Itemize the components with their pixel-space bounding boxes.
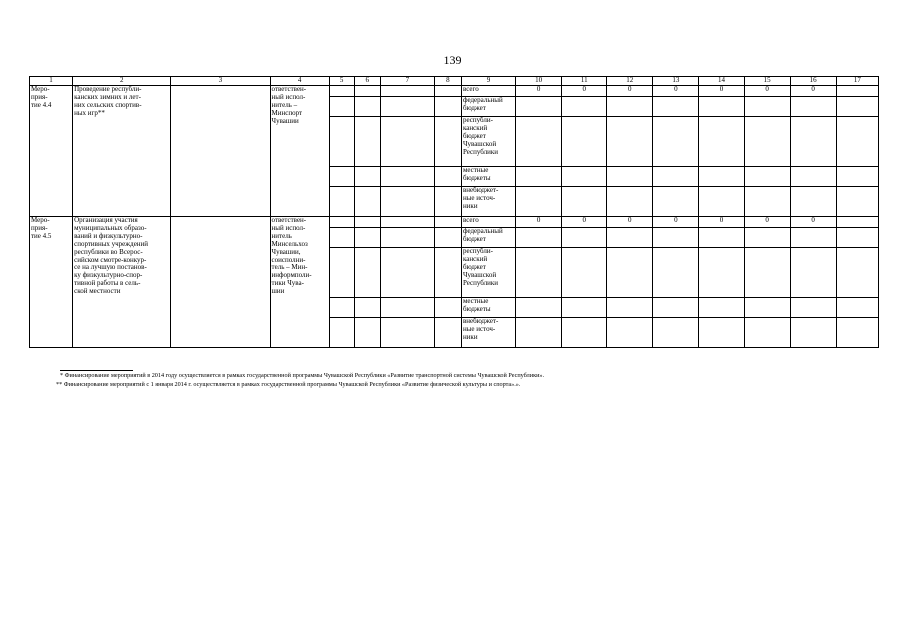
empty-cell: [699, 167, 744, 187]
funding-source-line: ники: [462, 201, 478, 210]
funding-source-line: всего: [462, 85, 479, 93]
event-name-line: республики во Всерос-: [74, 247, 143, 256]
value-cell: 0: [653, 217, 699, 228]
header-cell: 10: [516, 77, 562, 86]
empty-cell: [516, 97, 562, 117]
empty-cell: [171, 217, 270, 348]
event-name-line: спортивных учреждений: [74, 239, 149, 248]
program-table: [29, 76, 879, 348]
empty-cell: [653, 228, 699, 248]
empty-cell: [562, 117, 607, 167]
empty-cell: [329, 117, 354, 167]
header-row: [30, 77, 879, 86]
empty-cell: [790, 248, 836, 298]
table-row: [30, 217, 879, 228]
executor-line: ный испол-: [271, 92, 306, 101]
funding-source-line: федеральный: [462, 227, 503, 235]
empty-cell: [607, 318, 653, 348]
empty-cell: [562, 248, 607, 298]
value-cell: 0: [516, 217, 562, 228]
empty-cell: [516, 117, 562, 167]
event-number-line: Меро-: [31, 216, 50, 224]
empty-cell: [329, 187, 354, 217]
header-cell: 16: [790, 77, 836, 86]
funding-source-line: местные: [462, 297, 489, 305]
value-cell: 0: [790, 86, 836, 97]
funding-source-line: внебюджет-: [462, 317, 499, 325]
empty-cell: [607, 97, 653, 117]
event-name-line: тивной работы в сель-: [74, 279, 141, 288]
value-cell: 0: [790, 217, 836, 228]
empty-cell: [434, 187, 461, 217]
empty-cell: [354, 86, 380, 97]
empty-cell: [562, 318, 607, 348]
empty-cell: [380, 318, 434, 348]
empty-cell: [699, 97, 744, 117]
event-number-line: Меро-: [31, 85, 50, 93]
executor-line: Минсельхоз: [271, 239, 308, 248]
empty-cell: [380, 217, 434, 228]
funding-source-cell: [461, 228, 515, 248]
empty-cell: [744, 117, 790, 167]
empty-cell: [354, 97, 380, 117]
empty-cell: [653, 117, 699, 167]
header-cell: 11: [562, 77, 607, 86]
empty-cell: [790, 318, 836, 348]
empty-cell: [653, 187, 699, 217]
executor-line: Чувашии,: [271, 247, 301, 256]
funding-source-line: канский: [462, 123, 488, 132]
empty-cell: [744, 97, 790, 117]
funding-source-line: бюджеты: [462, 173, 491, 182]
funding-source-line: ные источ-: [462, 193, 496, 202]
executor-line: тель – Мин-: [271, 263, 308, 272]
funding-source-cell: [461, 217, 515, 228]
event-name-line: них сельских спортив-: [74, 100, 142, 109]
funding-source-line: Чувашской: [462, 139, 497, 148]
value-cell: 0: [699, 86, 744, 97]
empty-cell: [562, 167, 607, 187]
header-cell: 17: [836, 77, 878, 86]
funding-source-cell: [461, 298, 515, 318]
empty-cell: [434, 217, 461, 228]
event-name-line: се на лучшую постанов-: [74, 263, 147, 272]
empty-cell: [562, 298, 607, 318]
empty-cell: [699, 228, 744, 248]
event-name-line: ных игр**: [74, 108, 105, 117]
event-number-line: тие 4.5: [31, 231, 52, 240]
value-cell: 0: [744, 86, 790, 97]
empty-cell: [516, 298, 562, 318]
empty-cell: [329, 97, 354, 117]
empty-cell: [607, 298, 653, 318]
empty-cell: [380, 187, 434, 217]
event-name-cell: [73, 86, 171, 217]
empty-cell: [836, 318, 878, 348]
funding-source-line: республи-: [462, 247, 493, 255]
empty-cell: [380, 86, 434, 97]
funding-source-line: бюджет: [462, 131, 486, 140]
empty-cell: [836, 217, 878, 228]
funding-source-cell: [461, 117, 515, 167]
header-cell: 1: [30, 77, 73, 86]
funding-source-line: бюджет: [462, 234, 486, 243]
empty-cell: [434, 228, 461, 248]
funding-source-line: канский: [462, 254, 488, 263]
header-cell: 15: [744, 77, 790, 86]
funding-source-line: всего: [462, 216, 479, 224]
header-cell: 5: [329, 77, 354, 86]
empty-cell: [329, 167, 354, 187]
executor-line: ответствен-: [271, 216, 307, 224]
table-row: [30, 86, 879, 97]
value-cell: 0: [562, 86, 607, 97]
empty-cell: [434, 318, 461, 348]
empty-cell: [354, 187, 380, 217]
empty-cell: [171, 86, 270, 217]
value-cell: 0: [699, 217, 744, 228]
empty-cell: [653, 248, 699, 298]
empty-cell: [607, 248, 653, 298]
empty-cell: [836, 97, 878, 117]
empty-cell: [744, 167, 790, 187]
empty-cell: [744, 187, 790, 217]
header-cell: 9: [461, 77, 515, 86]
empty-cell: [562, 97, 607, 117]
value-cell: 0: [516, 86, 562, 97]
executor-line: нитель –: [271, 100, 298, 109]
funding-source-cell: [461, 86, 515, 97]
empty-cell: [836, 228, 878, 248]
empty-cell: [434, 86, 461, 97]
empty-cell: [699, 318, 744, 348]
funding-source-cell: [461, 167, 515, 187]
executor-line: тики Чува-: [271, 279, 304, 288]
value-cell: 0: [562, 217, 607, 228]
header-cell: 14: [699, 77, 744, 86]
funding-source-line: местные: [462, 166, 489, 174]
empty-cell: [790, 97, 836, 117]
empty-cell: [653, 167, 699, 187]
header-cell: 12: [607, 77, 653, 86]
empty-cell: [744, 228, 790, 248]
event-name-line: Организация участия: [74, 216, 138, 224]
empty-cell: [354, 248, 380, 298]
empty-cell: [836, 167, 878, 187]
empty-cell: [562, 228, 607, 248]
footnotes: [56, 370, 860, 389]
empty-cell: [434, 97, 461, 117]
empty-cell: [329, 217, 354, 228]
executor-line: соисполни-: [271, 255, 306, 264]
empty-cell: [329, 298, 354, 318]
header-cell: 7: [380, 77, 434, 86]
empty-cell: [380, 167, 434, 187]
empty-cell: [790, 228, 836, 248]
empty-cell: [354, 117, 380, 167]
empty-cell: [380, 228, 434, 248]
empty-cell: [699, 187, 744, 217]
empty-cell: [836, 187, 878, 217]
empty-cell: [516, 248, 562, 298]
empty-cell: [329, 318, 354, 348]
empty-cell: [790, 298, 836, 318]
header-cell: 6: [354, 77, 380, 86]
funding-source-line: республи-: [462, 116, 493, 124]
header-cell: 2: [73, 77, 171, 86]
value-cell: 0: [744, 217, 790, 228]
executor-cell: [270, 217, 329, 348]
event-name-line: ской местности: [74, 287, 121, 296]
empty-cell: [380, 248, 434, 298]
empty-cell: [790, 117, 836, 167]
executor-cell: [270, 86, 329, 217]
empty-cell: [699, 117, 744, 167]
empty-cell: [329, 228, 354, 248]
header-cell: 3: [171, 77, 270, 86]
event-name-line: ваний и физкультурно-: [74, 231, 143, 240]
funding-source-line: ные источ-: [462, 324, 496, 333]
footnote-1: * Финансирование мероприятий в 2014 году осуществляется в рамках государственной программы Чувашской Республики «Развитие транспортной системы Чувашской Республики».: [60, 372, 545, 379]
empty-cell: [836, 117, 878, 167]
executor-line: Минспорт: [271, 108, 303, 117]
empty-cell: [790, 187, 836, 217]
empty-cell: [434, 167, 461, 187]
empty-cell: [607, 167, 653, 187]
funding-source-line: бюджет: [462, 103, 486, 112]
empty-cell: [607, 228, 653, 248]
executor-line: шии: [271, 287, 285, 296]
value-cell: 0: [607, 86, 653, 97]
event-number-cell: [30, 86, 73, 217]
executor-line: ответствен-: [271, 85, 307, 93]
empty-cell: [699, 248, 744, 298]
event-number-line: прия-: [31, 92, 48, 101]
executor-line: информполи-: [271, 271, 312, 280]
funding-source-line: Чувашской: [462, 270, 497, 279]
event-name-cell: [73, 217, 171, 348]
empty-cell: [329, 248, 354, 298]
empty-cell: [744, 318, 790, 348]
empty-cell: [744, 298, 790, 318]
funding-source-line: внебюджет-: [462, 186, 499, 194]
empty-cell: [516, 167, 562, 187]
event-name-line: ку физкультурно-спор-: [74, 271, 143, 280]
empty-cell: [653, 97, 699, 117]
event-number-line: прия-: [31, 223, 48, 232]
empty-cell: [744, 248, 790, 298]
empty-cell: [836, 248, 878, 298]
footnote-rule: [60, 370, 133, 371]
funding-source-line: бюджет: [462, 262, 486, 271]
event-name-line: муниципальных образо-: [74, 223, 147, 232]
executor-line: Чувашии: [271, 116, 299, 125]
empty-cell: [434, 298, 461, 318]
empty-cell: [699, 298, 744, 318]
funding-source-cell: [461, 248, 515, 298]
page-number: 139: [443, 53, 462, 67]
event-number-cell: [30, 217, 73, 348]
value-cell: 0: [653, 86, 699, 97]
funding-source-line: Республики: [462, 147, 499, 156]
empty-cell: [516, 228, 562, 248]
empty-cell: [653, 318, 699, 348]
empty-cell: [354, 298, 380, 318]
empty-cell: [354, 167, 380, 187]
event-name-line: сийском смотре-конкур-: [74, 255, 147, 264]
empty-cell: [562, 187, 607, 217]
empty-cell: [790, 167, 836, 187]
executor-line: нитель: [271, 231, 292, 240]
funding-source-cell: [461, 318, 515, 348]
empty-cell: [516, 187, 562, 217]
empty-cell: [516, 318, 562, 348]
empty-cell: [434, 117, 461, 167]
funding-source-line: Республики: [462, 278, 499, 287]
empty-cell: [380, 97, 434, 117]
header-cell: 13: [653, 77, 699, 86]
empty-cell: [434, 248, 461, 298]
event-name-line: канских зимних и лет-: [74, 92, 141, 101]
empty-cell: [329, 86, 354, 97]
empty-cell: [354, 217, 380, 228]
funding-source-cell: [461, 97, 515, 117]
header-cell: 4: [270, 77, 329, 86]
header-cell: 8: [434, 77, 461, 86]
empty-cell: [380, 298, 434, 318]
empty-cell: [354, 318, 380, 348]
value-cell: 0: [607, 217, 653, 228]
event-number-line: тие 4.4: [31, 100, 52, 109]
funding-source-cell: [461, 187, 515, 217]
empty-cell: [607, 187, 653, 217]
empty-cell: [836, 86, 878, 97]
funding-source-line: бюджеты: [462, 304, 491, 313]
empty-cell: [607, 117, 653, 167]
funding-source-line: федеральный: [462, 96, 503, 104]
footnote-2: ** Финансирование мероприятий с 1 января 2014 г. осуществляется в рамках государственной программы Чувашской Республики «Развитие физической культуры и спорта».».: [56, 380, 521, 388]
executor-line: ный испол-: [271, 223, 306, 232]
empty-cell: [380, 117, 434, 167]
empty-cell: [653, 298, 699, 318]
empty-cell: [836, 298, 878, 318]
event-name-line: Проведение республи-: [74, 85, 142, 93]
funding-source-line: ники: [462, 332, 478, 341]
empty-cell: [354, 228, 380, 248]
